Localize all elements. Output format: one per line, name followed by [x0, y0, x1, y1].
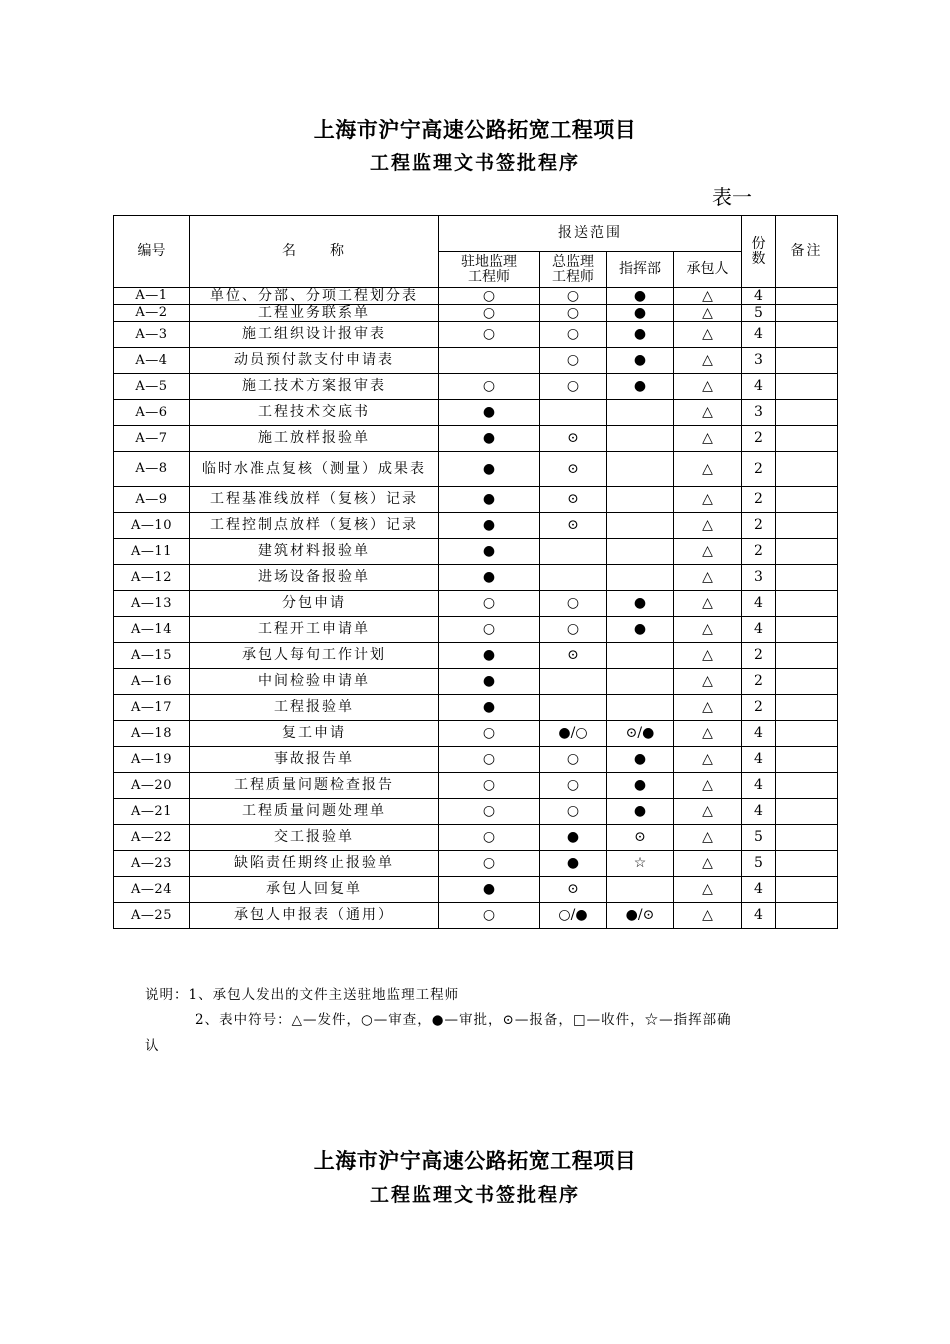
header-scope: 报送范围	[439, 216, 742, 252]
row-resident: ●	[439, 877, 540, 903]
row-code: A—22	[114, 825, 190, 851]
header-resident-line2: 工程师	[468, 268, 510, 285]
row-code: A—3	[114, 322, 190, 348]
row-resident: ○	[439, 799, 540, 825]
row-remark	[776, 487, 838, 513]
row-resident: ○	[439, 747, 540, 773]
row-chief: ⊙	[540, 487, 607, 513]
row-remark	[776, 400, 838, 426]
row-command: ⊙/●	[607, 721, 674, 747]
row-resident: ○	[439, 305, 540, 322]
row-copies: 2	[742, 487, 776, 513]
row-copies: 3	[742, 400, 776, 426]
row-command: ⊙	[607, 825, 674, 851]
row-copies: 2	[742, 695, 776, 721]
row-code: A—16	[114, 669, 190, 695]
row-remark	[776, 903, 838, 929]
header-name: 名 称	[190, 216, 439, 288]
row-remark	[776, 799, 838, 825]
row-command: ●	[607, 322, 674, 348]
row-command: ●/⊙	[607, 903, 674, 929]
row-copies: 4	[742, 288, 776, 305]
row-remark	[776, 669, 838, 695]
row-resident: ○	[439, 288, 540, 305]
row-remark	[776, 452, 838, 487]
row-command: ●	[607, 305, 674, 322]
row-contractor: △	[674, 773, 742, 799]
row-name: 缺陷责任期终止报验单	[190, 851, 439, 877]
row-command	[607, 452, 674, 487]
row-command: ●	[607, 348, 674, 374]
header-resident-engineer	[439, 252, 540, 288]
row-chief: ○	[540, 374, 607, 400]
row-chief	[540, 669, 607, 695]
row-contractor: △	[674, 539, 742, 565]
row-name: 承包人申报表（通用）	[190, 903, 439, 929]
row-remark	[776, 539, 838, 565]
row-resident: ○	[439, 322, 540, 348]
row-remark	[776, 773, 838, 799]
row-resident: ○	[439, 851, 540, 877]
row-contractor: △	[674, 903, 742, 929]
row-resident	[439, 348, 540, 374]
row-resident: ●	[439, 426, 540, 452]
row-code: A—17	[114, 695, 190, 721]
row-name: 进场设备报验单	[190, 565, 439, 591]
row-chief: ○	[540, 591, 607, 617]
row-chief: ○	[540, 799, 607, 825]
table-row	[114, 348, 838, 374]
row-chief: ⊙	[540, 426, 607, 452]
row-code: A—4	[114, 348, 190, 374]
row-command: ●	[607, 374, 674, 400]
table-row	[114, 773, 838, 799]
table-row	[114, 851, 838, 877]
row-name: 工程质量问题处理单	[190, 799, 439, 825]
row-name: 单位、分部、分项工程划分表	[190, 288, 439, 305]
table-row	[114, 799, 838, 825]
row-remark	[776, 348, 838, 374]
header-copies	[742, 216, 776, 288]
row-resident: ○	[439, 903, 540, 929]
table-row	[114, 825, 838, 851]
row-command	[607, 695, 674, 721]
second-page-title: 上海市沪宁高速公路拓宽工程项目	[313, 1149, 637, 1173]
row-remark	[776, 565, 838, 591]
row-command	[607, 539, 674, 565]
row-command: ●	[607, 617, 674, 643]
row-chief: ○	[540, 348, 607, 374]
row-command	[607, 643, 674, 669]
row-copies: 4	[742, 617, 776, 643]
row-code: A—9	[114, 487, 190, 513]
row-name: 建筑材料报验单	[190, 539, 439, 565]
row-copies: 4	[742, 374, 776, 400]
row-command	[607, 565, 674, 591]
row-chief: ○	[540, 773, 607, 799]
row-chief: ⊙	[540, 643, 607, 669]
table-row	[114, 400, 838, 426]
row-resident: ○	[439, 825, 540, 851]
table-row	[114, 617, 838, 643]
row-name: 工程技术交底书	[190, 400, 439, 426]
row-name: 承包人每旬工作计划	[190, 643, 439, 669]
row-name: 工程开工申请单	[190, 617, 439, 643]
row-copies: 4	[742, 591, 776, 617]
row-resident: ●	[439, 400, 540, 426]
page-title: 上海市沪宁高速公路拓宽工程项目	[313, 118, 637, 142]
row-chief	[540, 400, 607, 426]
row-resident: ●	[439, 695, 540, 721]
row-copies: 2	[742, 426, 776, 452]
row-contractor: △	[674, 591, 742, 617]
row-chief: ●	[540, 825, 607, 851]
row-name: 施工技术方案报审表	[190, 374, 439, 400]
row-chief	[540, 565, 607, 591]
row-code: A—1	[114, 288, 190, 305]
row-code: A—23	[114, 851, 190, 877]
row-contractor: △	[674, 747, 742, 773]
row-remark	[776, 851, 838, 877]
row-chief	[540, 695, 607, 721]
row-chief: ○	[540, 747, 607, 773]
row-contractor: △	[674, 452, 742, 487]
row-chief: ○	[540, 288, 607, 305]
row-remark	[776, 695, 838, 721]
row-code: A—8	[114, 452, 190, 487]
row-code: A—25	[114, 903, 190, 929]
row-contractor: △	[674, 617, 742, 643]
row-code: A—10	[114, 513, 190, 539]
row-contractor: △	[674, 348, 742, 374]
row-remark	[776, 374, 838, 400]
row-contractor: △	[674, 565, 742, 591]
row-name: 工程基准线放样（复核）记录	[190, 487, 439, 513]
table-row	[114, 305, 838, 322]
header-command: 指挥部	[607, 252, 674, 288]
table-row	[114, 513, 838, 539]
row-command: ●	[607, 747, 674, 773]
table-row	[114, 721, 838, 747]
row-resident: ○	[439, 721, 540, 747]
row-remark	[776, 643, 838, 669]
notes-line-2: 2、表中符号：△—发件，○—审查，●—审批，⊙—报备，□—收件，☆—指挥部确	[195, 1012, 732, 1028]
row-code: A—14	[114, 617, 190, 643]
row-remark	[776, 877, 838, 903]
row-copies: 2	[742, 539, 776, 565]
row-remark	[776, 288, 838, 305]
row-contractor: △	[674, 374, 742, 400]
row-name: 承包人回复单	[190, 877, 439, 903]
row-code: A—15	[114, 643, 190, 669]
row-name: 交工报验单	[190, 825, 439, 851]
row-chief: ○	[540, 305, 607, 322]
row-contractor: △	[674, 825, 742, 851]
row-contractor: △	[674, 487, 742, 513]
header-contractor: 承包人	[674, 252, 742, 288]
row-remark	[776, 305, 838, 322]
row-copies: 2	[742, 669, 776, 695]
row-copies: 4	[742, 877, 776, 903]
table-row	[114, 695, 838, 721]
row-command	[607, 513, 674, 539]
row-contractor: △	[674, 695, 742, 721]
table-row	[114, 322, 838, 348]
row-command	[607, 426, 674, 452]
row-copies: 2	[742, 452, 776, 487]
row-copies: 3	[742, 348, 776, 374]
row-resident: ●	[439, 513, 540, 539]
table-row	[114, 565, 838, 591]
row-copies: 4	[742, 322, 776, 348]
row-contractor: △	[674, 877, 742, 903]
row-chief: ○/●	[540, 903, 607, 929]
notes-line-1: 说明：1、承包人发出的文件主送驻地监理工程师	[145, 987, 460, 1003]
table-row	[114, 747, 838, 773]
approval-procedure-table	[113, 215, 838, 929]
row-name: 施工组织设计报审表	[190, 322, 439, 348]
table-number: 表一	[712, 185, 752, 209]
row-code: A—13	[114, 591, 190, 617]
row-code: A—18	[114, 721, 190, 747]
row-contractor: △	[674, 513, 742, 539]
row-chief: ⊙	[540, 877, 607, 903]
row-copies: 4	[742, 773, 776, 799]
row-code: A—12	[114, 565, 190, 591]
header-resident-line1: 驻地监理	[461, 253, 517, 270]
row-chief: ●/○	[540, 721, 607, 747]
row-copies: 2	[742, 513, 776, 539]
row-resident: ○	[439, 374, 540, 400]
row-code: A—6	[114, 400, 190, 426]
row-name: 工程质量问题检查报告	[190, 773, 439, 799]
row-resident: ●	[439, 539, 540, 565]
row-resident: ●	[439, 487, 540, 513]
row-remark	[776, 591, 838, 617]
page-subtitle: 工程监理文书签批程序	[369, 152, 580, 174]
row-command: ☆	[607, 851, 674, 877]
row-name: 分包申请	[190, 591, 439, 617]
row-code: A—2	[114, 305, 190, 322]
row-copies: 4	[742, 721, 776, 747]
notes-line-3: 认	[145, 1038, 160, 1054]
table-row	[114, 877, 838, 903]
row-contractor: △	[674, 400, 742, 426]
row-name: 事故报告单	[190, 747, 439, 773]
table-body	[114, 288, 838, 929]
table-row	[114, 669, 838, 695]
table-row	[114, 426, 838, 452]
row-name: 动员预付款支付申请表	[190, 348, 439, 374]
row-contractor: △	[674, 721, 742, 747]
row-command: ●	[607, 591, 674, 617]
row-command: ●	[607, 773, 674, 799]
row-chief: ●	[540, 851, 607, 877]
row-copies: 4	[742, 903, 776, 929]
row-resident: ●	[439, 565, 540, 591]
row-name: 复工申请	[190, 721, 439, 747]
table-row	[114, 643, 838, 669]
row-resident: ○	[439, 773, 540, 799]
row-command	[607, 877, 674, 903]
row-resident: ●	[439, 643, 540, 669]
header-code: 编号	[114, 216, 190, 288]
table-row	[114, 374, 838, 400]
row-copies: 4	[742, 799, 776, 825]
row-remark	[776, 617, 838, 643]
table-row	[114, 288, 838, 305]
row-resident: ●	[439, 669, 540, 695]
row-command	[607, 669, 674, 695]
header-chief-line1: 总监理	[552, 253, 594, 270]
row-contractor: △	[674, 288, 742, 305]
row-name: 中间检验申请单	[190, 669, 439, 695]
table-row	[114, 903, 838, 929]
row-name: 临时水准点复核（测量）成果表	[190, 452, 439, 487]
row-remark	[776, 721, 838, 747]
row-resident: ○	[439, 617, 540, 643]
row-contractor: △	[674, 851, 742, 877]
row-name: 工程报验单	[190, 695, 439, 721]
row-contractor: △	[674, 669, 742, 695]
header-remark: 备注	[776, 216, 838, 288]
row-remark	[776, 747, 838, 773]
row-contractor: △	[674, 426, 742, 452]
row-code: A—21	[114, 799, 190, 825]
row-copies: 2	[742, 643, 776, 669]
row-copies: 4	[742, 747, 776, 773]
row-contractor: △	[674, 322, 742, 348]
row-command	[607, 487, 674, 513]
row-remark	[776, 322, 838, 348]
table-row	[114, 539, 838, 565]
row-code: A—20	[114, 773, 190, 799]
row-contractor: △	[674, 799, 742, 825]
row-name: 施工放样报验单	[190, 426, 439, 452]
row-copies: 5	[742, 851, 776, 877]
row-command	[607, 400, 674, 426]
row-copies: 3	[742, 565, 776, 591]
header-copies-line1: 份	[751, 235, 766, 252]
row-code: A—7	[114, 426, 190, 452]
row-resident: ○	[439, 591, 540, 617]
row-chief: ⊙	[540, 513, 607, 539]
row-contractor: △	[674, 643, 742, 669]
row-command: ●	[607, 288, 674, 305]
row-copies: 5	[742, 305, 776, 322]
row-chief: ○	[540, 617, 607, 643]
row-remark	[776, 426, 838, 452]
row-chief: ⊙	[540, 452, 607, 487]
row-code: A—24	[114, 877, 190, 903]
row-copies: 5	[742, 825, 776, 851]
header-copies-line2: 数	[751, 250, 766, 267]
row-chief	[540, 539, 607, 565]
header-chief-engineer	[540, 252, 607, 288]
row-code: A—11	[114, 539, 190, 565]
row-remark	[776, 825, 838, 851]
row-command: ●	[607, 799, 674, 825]
row-chief: ○	[540, 322, 607, 348]
header-chief-line2: 工程师	[552, 268, 594, 285]
row-code: A—19	[114, 747, 190, 773]
second-page-subtitle: 工程监理文书签批程序	[369, 1184, 580, 1206]
table-row	[114, 487, 838, 513]
table-row	[114, 452, 838, 487]
table-row	[114, 591, 838, 617]
row-code: A—5	[114, 374, 190, 400]
row-contractor: △	[674, 305, 742, 322]
row-resident: ●	[439, 452, 540, 487]
row-remark	[776, 513, 838, 539]
row-name: 工程控制点放样（复核）记录	[190, 513, 439, 539]
row-name: 工程业务联系单	[190, 305, 439, 322]
